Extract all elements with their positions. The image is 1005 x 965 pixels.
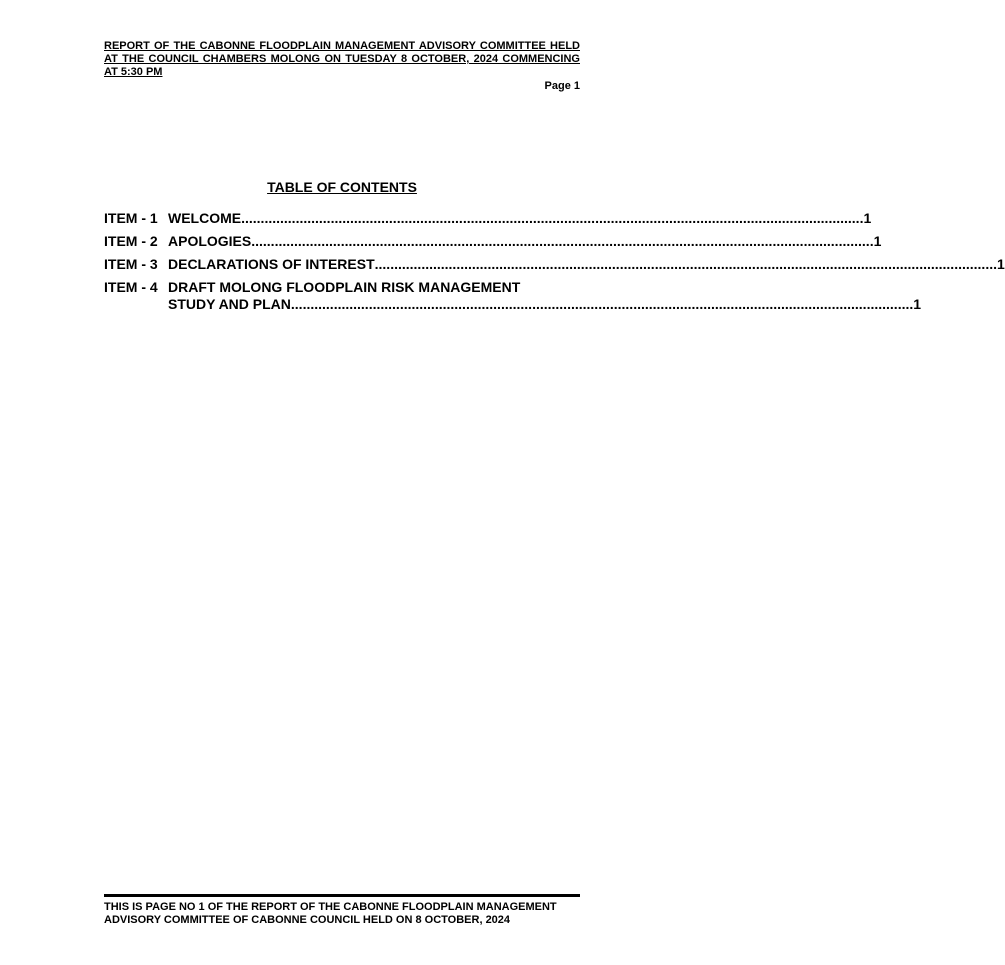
toc-entry-item-3[interactable]: [104, 256, 1005, 273]
toc-item-page: 1: [873, 233, 882, 249]
toc-entry-item-2[interactable]: [104, 233, 882, 250]
toc-item-title: WELCOME: [168, 210, 242, 226]
toc-item-number: ITEM - 1: [104, 210, 158, 226]
toc-leader-dots: [291, 296, 913, 313]
toc-item-number: ITEM - 4: [104, 279, 158, 295]
toc-item-page: 1: [913, 296, 922, 312]
toc-leader-dots: [241, 210, 863, 227]
toc-item-page: 1: [996, 256, 1005, 272]
toc-title: TABLE OF CONTENTS: [267, 179, 417, 195]
table-of-contents: [104, 210, 1005, 319]
toc-item-title: APOLOGIES: [168, 233, 252, 249]
toc-item-number: ITEM - 2: [104, 233, 158, 249]
page-footer: THIS IS PAGE NO 1 OF THE REPORT OF THE CABONNE FLOODPLAIN MANAGEMENT ADVISORY COMMITTEE OF CABONNE COUNCIL HELD ON 8 OCTOBER, 2024: [104, 894, 580, 927]
toc-entry-item-4[interactable]: [104, 279, 922, 313]
toc-item-number: ITEM - 3: [104, 256, 158, 272]
toc-leader-dots: [251, 233, 873, 250]
toc-item-title: DRAFT MOLONG FLOODPLAIN RISK MANAGEMENT: [168, 279, 521, 295]
toc-item-title: DECLARATIONS OF INTEREST: [168, 256, 375, 272]
report-header: REPORT OF THE CABONNE FLOODPLAIN MANAGEMENT ADVISORY COMMITTEE HELD AT THE COUNCIL CHAMBERS MOLONG ON TUESDAY 8 OCTOBER, 2024 COMMENCING AT 5:30 PM: [104, 40, 580, 78]
toc-item-title-continued: STUDY AND PLAN: [168, 296, 291, 312]
toc-leader-dots: [375, 256, 997, 273]
toc-item-page: 1: [863, 210, 872, 226]
page-number: Page 1: [544, 80, 580, 92]
toc-entry-item-1[interactable]: [104, 210, 872, 227]
